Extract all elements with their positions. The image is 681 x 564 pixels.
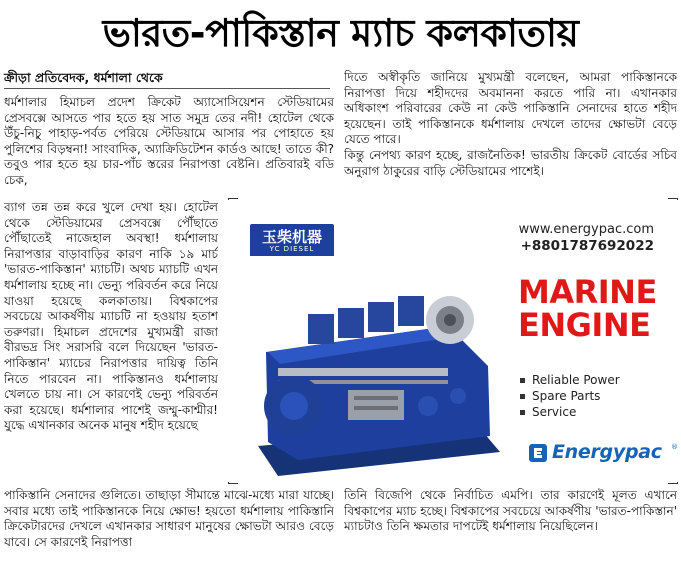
ad-title — [518, 273, 678, 344]
bullet-icon — [520, 378, 525, 383]
article-paragraph: ব্যাগ তন্ন তন্ন করে খুলে দেখা হয়। হোটেল থেকে স্টেডিয়ামের প্রেসবক্সে পৌঁছাতে পৌঁছাতেই নাজেহাল অবস্থা! ধর্মশালায় নিরাপত্তার বাড়াবাড়ির কারণ নাকি ১৯ মার্চ 'ভারত-পাকিস্তান' ম্যাচটি। অথচ ম্যাচটি এখন ধর্মশালায় হচ্ছে না। ভেন্যু পরিবর্তন করে নিয়ে যাওয়া হয়েছে কলকাতায়। বিশ্বকাপের সবচেয়ে আকর্ষণীয় ম্যাচটি না হওয়ায় হতাশ তরুণরা। হিমাচল প্রদেশের মুখ্যমন্ত্রী রাজা বীরভদ্র সিং সরাসরি বলে দিয়েছেন 'ভারত-পাকিস্তান' ম্যাচের নিরাপত্তার দায়িত্ব তিনি নিতে পারবেন না। পাকিস্তানও ধর্মশালায় খেলতে চায় না। সে কারণেই ভেন্যু পরিবর্তন করা হয়েছে। ধর্মশালার পাশেই জম্মু-কাশ্মীর! যুদ্ধে এখানকার অনেক মানুষ শহীদ হয়েছে — [4, 200, 218, 433]
energypac-logo[interactable] — [528, 440, 678, 466]
article-column-right-bottom — [344, 488, 677, 564]
ad-phone: +8801787692022 — [520, 238, 654, 254]
byline: ক্রীড়া প্রতিবেদক, ধর্মশালা থেকে — [4, 70, 163, 85]
ad-title-line: MARINE — [518, 273, 657, 311]
bullet-icon — [520, 410, 525, 415]
ad-feature-item — [520, 404, 670, 420]
ad-feature-list — [520, 372, 670, 420]
marine-engine-image — [238, 256, 520, 480]
article-paragraph: তিনি বিজেপি থেকে নির্বাচিত এমপি। তার কারণেই মূলত এখানে বিশ্বকাপের ম্যাচ হচ্ছে। বিশ্বকাপের সবচেয়ে আকর্ষণীয় 'ভারত-পাকিস্তান' ম্যাচটাও তিনি ক্ষমতার দাপটেই ধর্মশালায় নিয়েছিলেন। — [344, 488, 677, 534]
advertisement[interactable] — [228, 200, 678, 482]
ad-feature-label: Service — [532, 405, 577, 419]
article-column-left-top — [4, 95, 334, 200]
logo-text: 玉柴机器 — [261, 228, 322, 246]
ad-feature-label: Spare Parts — [532, 389, 601, 403]
ad-website[interactable]: www.energypac.com — [518, 222, 654, 237]
ad-feature-item — [520, 388, 670, 404]
energypac-mark-icon — [528, 443, 548, 463]
ad-title-line: ENGINE — [518, 306, 651, 344]
article-paragraph: কিন্তু নেপথ্য কারণ হচ্ছে, রাজনৈতিক! ভারতীয় ক্রিকেট বোর্ডের সচিব অনুরাগ ঠাকুরের বাড়ি স্টেডিয়ামের পাশেই। — [344, 147, 677, 178]
article-column-right-top — [344, 70, 677, 194]
logo-subtext: YC DIESEL — [269, 245, 315, 253]
headline: ভারত-পাকিস্তান ম্যাচ কলকাতায় — [102, 11, 579, 55]
registered-mark: ® — [671, 443, 678, 451]
article-paragraph: পাকিস্তানি সেনাদের গুলিতে। তাছাড়া সীমান্তে মাঝে-মধ্যে মারা যাচ্ছে। সবার মধ্যে তাই পাকিস্তানকে নিয়ে ক্ষোভ! হয়তো ধর্মশালায় পাকিস্তানি ক্রিকেটারদের দেখলে এখানকার সাধারণ মানুষের ক্ষোভটা আরও বেড়ে যাবে। সে কারণেই নিরাপত্তা — [4, 488, 334, 549]
article-column-left-mid — [4, 200, 218, 488]
article-paragraph: ধর্মশালার হিমাচল প্রদেশ ক্রিকেট অ্যাসোসিয়েশন স্টেডিয়ামের প্রেসবক্সে আসতে পার হতে হয় সাত সমুদ্র তের নদী! হোটেল থেকে উঁচু-নিচু পাহাড়-পর্বত পেরিয়ে স্টেডিয়ামে আসার পর পোহাতে হয় পুলিশের বিড়ম্বনা! সাংবাদিক, অ্যাক্রিডিটেশন কার্ডও আছে! তাতে কী? তবুও পার হতে হয় চার-পাঁচ স্তরের নিরাপত্তা বেষ্টনি। প্রতিবারই বডি চেক, — [4, 95, 334, 187]
brand-name: Energypac — [552, 441, 662, 463]
ad-feature-label: Reliable Power — [532, 373, 620, 387]
yuchai-logo — [250, 224, 334, 258]
byline-rule — [4, 88, 330, 89]
article-column-left-bottom — [4, 488, 334, 564]
ad-feature-item — [520, 372, 670, 388]
article-paragraph: দিতে অস্বীকৃতি জানিয়ে মুখ্যমন্ত্রী বলেছেন, আমরা পাকিস্তানকে নিরাপত্তা দিয়ে শহীদদের অবমাননা করতে পারি না। এখানকার অধিকাংশ পরিবারের কেউ না কেউ পাকিস্তানি সেনাদের হাতে শহীদ হয়েছেন। তাই পাকিস্তানকে ধর্মশালায় দেখলে তাদের ক্ষোভটা বেড়ে যেতে পারে। — [344, 70, 677, 147]
bullet-icon — [520, 394, 525, 399]
